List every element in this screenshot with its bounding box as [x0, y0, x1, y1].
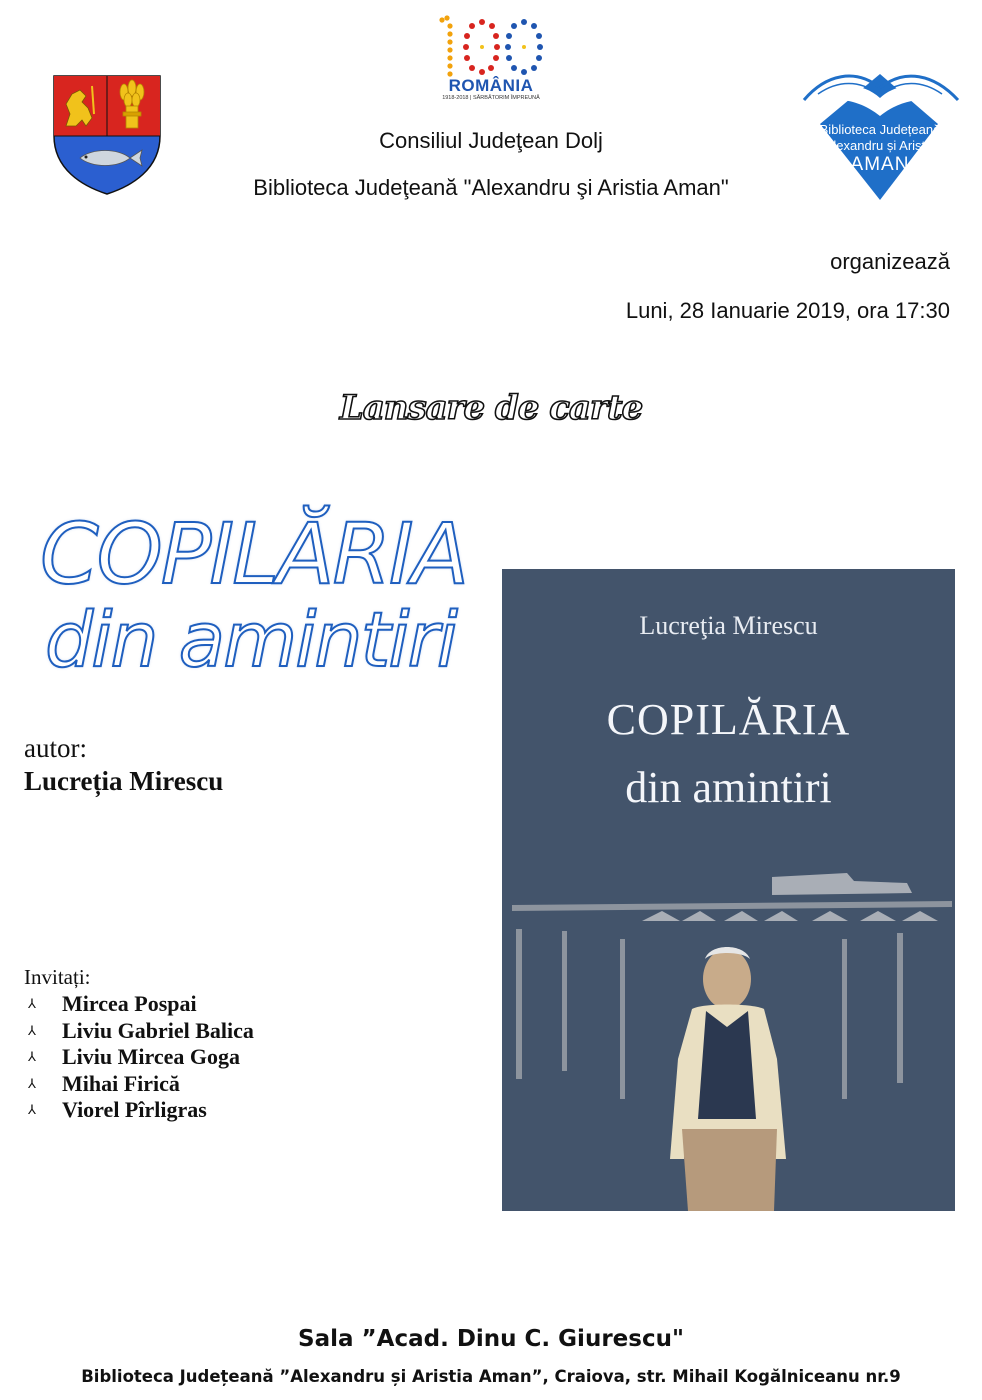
guest-name: Liviu Gabriel Balica [62, 1017, 254, 1043]
bullet-icon: ⅄ [28, 1049, 36, 1064]
bullet-icon: ⅄ [28, 996, 36, 1011]
library-logo-line3: AMAN [850, 154, 910, 175]
guests-label: Invitați: [24, 965, 91, 989]
book-title-line1: COPILĂRIA [40, 505, 468, 603]
guest-name: Mihai Firică [62, 1070, 180, 1096]
library-logo-line2: Alexandru și Aristia [824, 138, 936, 153]
bullet-icon: ⅄ [28, 1102, 36, 1117]
venue: Sala ”Acad. Dinu C. Giurescu" [298, 1326, 684, 1352]
event-datetime: Luni, 28 Ianuarie 2019, ora 17:30 [625, 298, 950, 323]
organizer-county-council: Consiliul Judeţean Dolj [379, 128, 603, 153]
book-cover-title-line2: din amintiri [625, 763, 832, 812]
list-item [28, 1044, 254, 1071]
book-cover-title-line1: COPILĂRIA [606, 695, 851, 744]
organizes-label: organizează [830, 249, 950, 274]
bullet-icon: ⅄ [28, 1022, 36, 1038]
book-title-line2: din amintiri [45, 595, 456, 684]
guests-list [28, 991, 254, 1124]
author-label: autor: [24, 733, 87, 763]
bullet-icon: ⅄ [28, 1075, 36, 1091]
book-cover-author: Lucreţia Mirescu [639, 611, 818, 640]
guest-name: Liviu Mircea Goga [62, 1044, 241, 1069]
event-type: Lansare de carte [339, 388, 643, 428]
list-item [28, 1097, 254, 1124]
book-cover-illustration [502, 859, 955, 1211]
address: Biblioteca Județeană ”Alexandru și Aristia Aman”, Craiova, str. Mihail Kogălniceanu nr.9 [81, 1367, 901, 1386]
author-name: Lucreția Mirescu [24, 766, 224, 796]
guest-name: Mircea Pospai [62, 991, 197, 1016]
organizer-library: Biblioteca Judeţeană "Alexandru şi Aristia Aman" [253, 175, 729, 200]
list-item [28, 1071, 254, 1098]
book-cover [502, 569, 955, 1211]
centenary-tagline: 1918-2018 | SĂRBĂTORIM ÎMPREUNĂ [442, 95, 540, 101]
list-item [28, 991, 254, 1018]
centenary-dots-icon [436, 14, 546, 78]
guest-name: Viorel Pîrligras [62, 1097, 207, 1122]
list-item [28, 1018, 254, 1045]
centenary-country: ROMÂNIA [448, 76, 534, 95]
romania-centenary-logo [436, 14, 546, 106]
library-logo-line1: Biblioteca Județeană [819, 122, 941, 137]
